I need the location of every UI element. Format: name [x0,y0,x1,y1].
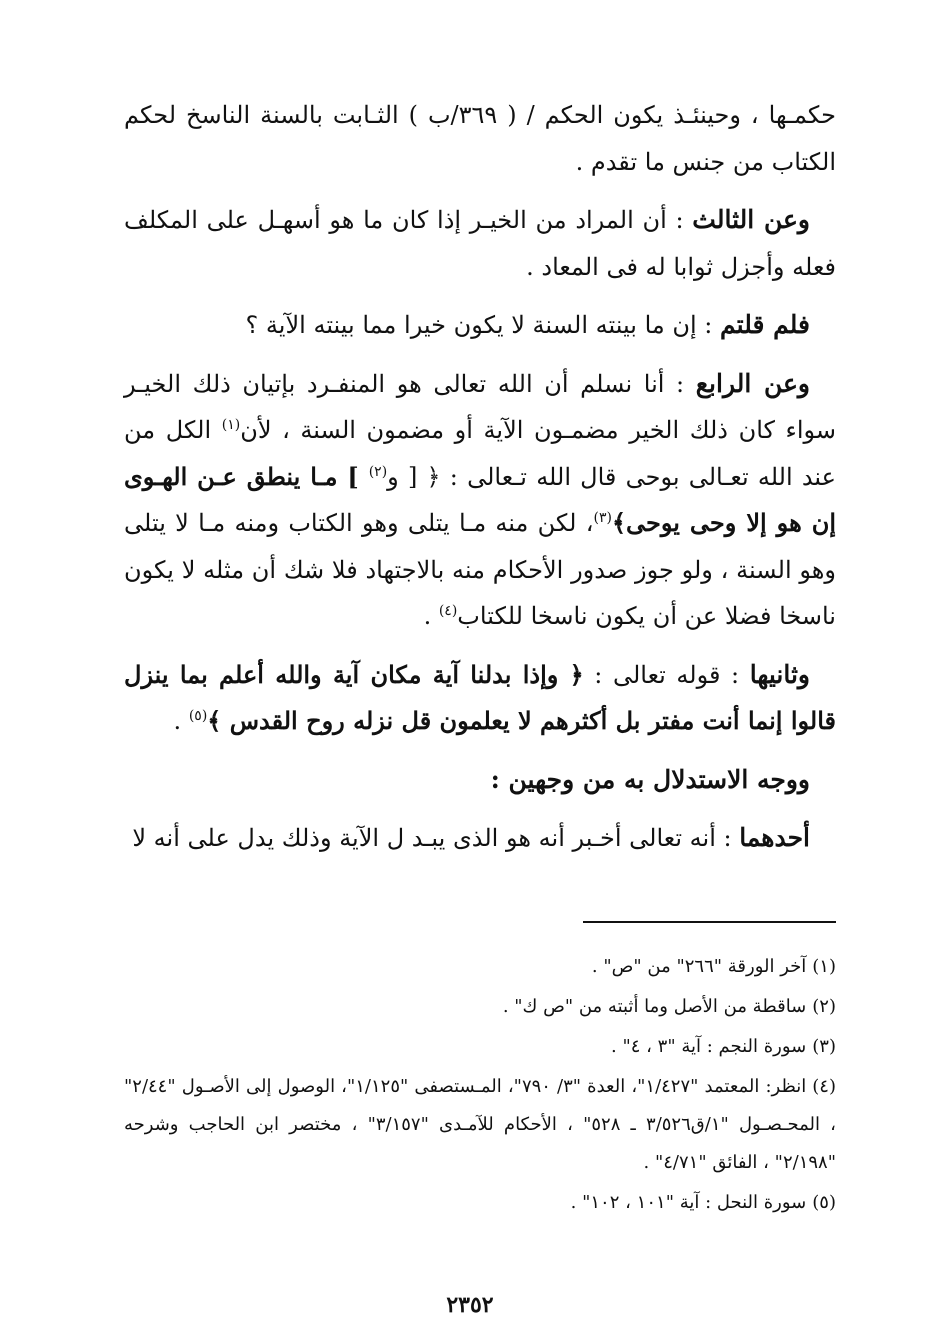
paragraph-4-text-1: : أنا نسلم أن الله تعالى هو المنفـرد بإتيان ذلك الخيـر سواء كان ذلك الخير مضمـون الآية أو مضمون السنة ، لأن [124,369,836,444]
paragraph-2-text: : أن المراد من الخيـر إذا كان ما هو أسهـل على المكلف فعله وأجزل ثوابا له فى المعاد . [124,206,836,281]
footnote-divider [583,921,836,923]
paragraph-2-lead: وعن الثالث [692,205,810,234]
footnote-ref-2: (٢) [368,463,388,480]
footnote-3 [124,1028,836,1066]
footnote-number: (٤) [812,1076,836,1097]
footnote-ref-3: (٣) [593,510,612,526]
footnote-number: (١) [812,956,836,977]
footnote-1 [124,948,836,986]
footnote-2 [124,988,836,1026]
footnotes [124,948,836,1224]
paragraph-3 [124,302,836,349]
footnote-4 [124,1068,836,1182]
paragraph-5-text-1: : قوله تعالى : [583,660,750,689]
footnote-text: انظر: المعتمد "١/٤٢٧"، العدة "٣/ ٧٩٠"، المـستصفى "١/١٢٥"، الوصول إلى الأصـول "٢/٤٤" ، المحـصـول "١/ق٣/٥٢٦ ـ ٥٢٨" ، الأحكام للآمـدى "٣/١٥٧" ، مختصر ابن الحاجب وشرحه "٢/١٩٨" ، الفائق "٤/٧١" . [124,1076,836,1173]
paragraph-5-text-2: . [173,707,189,735]
footnote-ref-4: (٤) [438,603,458,619]
footnote-ref-5: (٥) [188,708,208,724]
paragraph-4 [124,361,836,640]
footnote-5 [124,1184,836,1222]
paragraph-6 [124,815,836,862]
paragraph-4-text-3: ، لكن منه مـا يتلى وهو الكتاب ومنه مـا لا يتلى وهو السنة ، ولو جوز صدور الأحكام منه بالاجتهاد فلا شك أن مثله لا يكون ناسخا فضلا عن أن يكون ناسخا للكتاب [124,509,836,630]
paragraph-6-lead: أحدهما [739,823,810,852]
paragraph-3-lead: فلم قلتم [720,310,810,339]
paragraph-4-text-2: الكل من عند الله تعـالى بوحى قال الله تـعالى : ﴿ [ و [124,416,836,491]
footnote-text: ساقطة من الأصل وما أثبته من "ص ك" . [502,996,807,1017]
quran-quote-2: ﴿ وإذا بدلنا آية مكان آية والله أعلم بما ينزل قالوا إنما أنت مفتر بل أكثرهم لا يعلمون قل نزله روح القدس ﴾ [124,659,836,735]
page-number: ٢٣٥٢ [446,1292,494,1318]
section-heading: ووجه الاستدلال به من وجهين : [490,764,810,794]
paragraph-2 [124,197,836,290]
paragraph-3-text: : إن ما بينته السنة لا يكون خيرا مما بينته الآية ؟ [245,311,721,339]
paragraph-4-lead: وعن الرابع [695,368,811,398]
footnote-text: آخر الورقة "٢٦٦" من "ص" . [591,956,807,977]
paragraph-1 [124,92,836,185]
paragraph-6-text: : أنه تعالى أخـبر أنه هو الذى يبـد ل الآية وذلك يدل على أنه لا [132,824,740,852]
footnote-text: سورة النحل : آية "١٠١ ، ١٠٢" . [570,1192,807,1213]
footnote-number: (٣) [812,1036,836,1057]
footnote-number: (٥) [812,1192,836,1213]
paragraph-4-text-4: . [423,602,439,630]
footnote-ref-1: (١) [221,417,241,433]
paragraph-1-text: حكمـها ، وحينئـذ يكون الحكم / ( ٣٦٩/ب ) الثـابت بالسنة الناسخ لحكم الكتاب من جنس ما تقدم . [124,101,837,176]
footnote-text: سورة النجم : آية "٣ ، ٤" . [611,1036,807,1057]
quran-quote-1: ] مـا ينطق عـن الهـوى إن هو إلا وحى يوحى﴾ [124,461,836,537]
paragraph-5-lead: وثانيها [749,659,810,689]
footnote-number: (٢) [812,996,836,1017]
paragraph-5 [124,652,836,745]
main-text [124,92,836,874]
